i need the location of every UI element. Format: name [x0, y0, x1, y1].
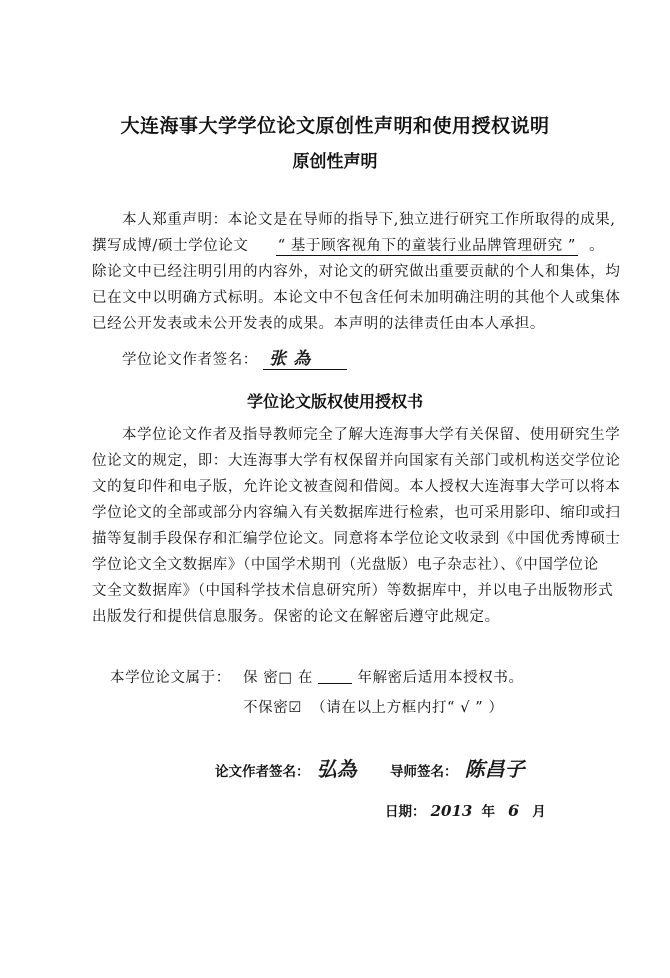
statement-line-4: 已在文中以明确方式标明。本论文中不包含任何未加明确注明的其他个人或集体	[92, 290, 621, 306]
non-secret-option-row	[243, 696, 504, 717]
classification-label: 本学位论文属于：	[110, 670, 231, 686]
authorization-line-3: 文的复印件和电子版，允许论文被查阅和借阅。本人授权大连海事大学可以将本	[92, 479, 621, 495]
non-secret-option-text: 不保密	[243, 700, 289, 716]
year-label: 年	[481, 804, 495, 820]
non-secret-checkbox: ☑	[288, 700, 302, 716]
advisor-sign-label: 导师签名：	[390, 764, 458, 780]
secret-option-suffix: 年解密后适用本授权书。	[357, 670, 524, 686]
secret-option-text: 保 密□ 在	[243, 670, 314, 686]
date-year: 2013	[430, 802, 473, 820]
authorization-section-title: 学位论文版权使用授权书	[246, 392, 423, 411]
decrypt-years-blank	[318, 668, 352, 684]
author-signature: 张 為	[263, 344, 347, 370]
month-label: 月	[532, 804, 546, 820]
authorization-line-4: 学位论文的全部或部分内容编入有关数据库进行检索，也可采用影印、缩印或扫	[92, 505, 621, 521]
authorization-line-2: 位论文的规定，即：大连海事大学有权保留并向国家有关部门或机构送交学位论	[92, 453, 621, 469]
author-sign-row	[122, 344, 347, 370]
thesis-author-sign-label: 论文作者签名：	[215, 764, 310, 780]
authorization-line-5: 描等复制手段保存和汇编学位论文。同意将本学位论文收录到《中国优秀博硕士	[92, 531, 621, 547]
statement-line-2-suffix: 。	[589, 238, 605, 254]
check-instruction: （请在以上方框内打“ √ ” ）	[311, 700, 504, 716]
author-sign-label: 学位论文作者签名：	[122, 352, 258, 368]
originality-section-title: 原创性声明	[292, 152, 378, 172]
advisor-signature: 陈昌子	[464, 757, 525, 781]
date-label: 日期：	[385, 804, 426, 820]
authorization-line-1: 本学位论文作者及指导教师完全了解大连海事大学有关保留、使用研究生学	[122, 427, 621, 443]
secret-option-row	[243, 666, 524, 687]
date-month: 6	[508, 801, 520, 820]
document-title: 大连海事大学学位论文原创性声明和使用授权说明	[120, 115, 550, 137]
statement-line-1: 本人郑重声明：本论文是在导师的指导下,独立进行研究工作所取得的成果,	[122, 212, 616, 228]
thesis-author-signature: 弘為	[316, 757, 357, 781]
statement-line-3: 除论文中已经注明引用的内容外，对论文的研究做出重要贡献的个人和集体，均	[92, 264, 621, 280]
advisor-signature-row	[390, 753, 525, 782]
authorization-line-8: 出版发行和提供信息服务。保密的论文在解密后遵守此规定。	[92, 609, 500, 625]
statement-line-5: 已经公开发表或未公开发表的成果。本声明的法律责任由本人承担。	[92, 316, 545, 332]
author-signature-row	[215, 753, 357, 782]
statement-line-2-prefix: 撰写成博/硕士学位论文	[92, 238, 249, 254]
authorization-line-7: 文全文数据库》（中国科学技术信息研究所）等数据库中，并以电子出版物形式	[92, 583, 614, 599]
authorization-line-6: 学位论文全文数据库》（中国学术期刊（光盘版）电子杂志社）、《中国学位论	[92, 557, 599, 573]
statement-line-2	[92, 234, 604, 256]
date-row	[385, 800, 546, 820]
thesis-title: “ 基于顾客视角下的童装行业品牌管理研究 ”	[276, 234, 578, 256]
